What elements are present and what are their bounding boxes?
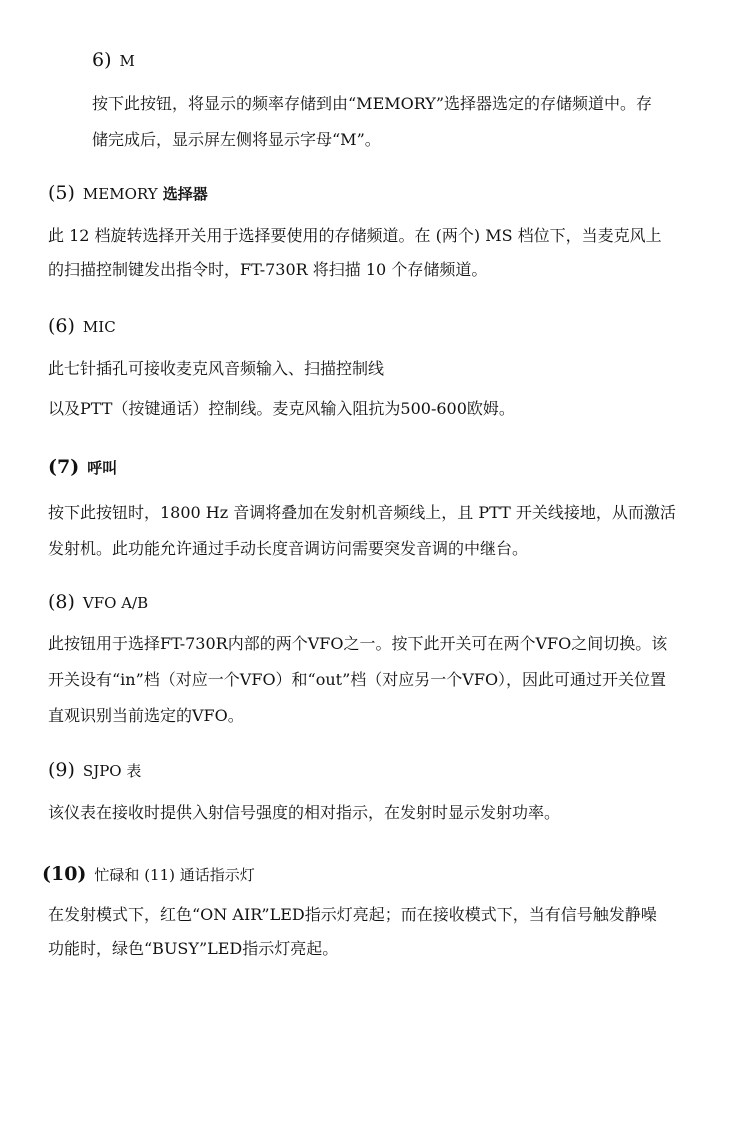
section-number: (6) bbox=[48, 315, 75, 337]
paragraph-line: 发射机。此功能允许通过手动长度音调访问需要突发音调的中继台。 bbox=[48, 539, 529, 558]
paragraph-line: 以及PTT（按键通话）控制线。麦克风输入阻抗为500-600欧姆。 bbox=[48, 399, 515, 418]
section-8-body bbox=[48, 626, 667, 734]
paragraph-line: 开关设有“in”档（对应一个VFO）和“out”档（对应另一个VFO），因此可通过开关位置 bbox=[48, 670, 667, 689]
paragraph-line: 此 12 档旋转选择开关用于选择要使用的存储频道。在 (两个) MS 档位下，当麦克风上 bbox=[48, 226, 662, 245]
paragraph-line: 此七针插孔可接收麦克风音频输入、扫描控制线 bbox=[48, 359, 385, 378]
section-number: (8) bbox=[48, 591, 75, 613]
section-5-body bbox=[48, 219, 662, 287]
section-number: 6) bbox=[92, 49, 112, 71]
section-7-heading bbox=[48, 456, 117, 479]
section-title: VFO A/B bbox=[82, 594, 149, 612]
paragraph-line: 储完成后，显示屏左侧将显示字母“M”。 bbox=[92, 130, 381, 149]
section-10-body bbox=[48, 898, 657, 966]
section-number: (9) bbox=[48, 759, 75, 781]
section-title: MIC bbox=[82, 318, 116, 336]
paragraph-line: 功能时，绿色“BUSY”LED指示灯亮起。 bbox=[48, 939, 339, 958]
section-title: M bbox=[119, 52, 135, 70]
section-6m-heading bbox=[92, 49, 135, 72]
section-number: (7) bbox=[48, 456, 80, 478]
section-6m-body bbox=[92, 86, 652, 158]
section-7-body bbox=[48, 495, 676, 567]
section-6-body bbox=[48, 349, 515, 429]
section-title-bold: 选择器 bbox=[162, 185, 208, 203]
paragraph-line: 按下此按钮，将显示的频率存储到由“MEMORY”选择器选定的存储频道中。存 bbox=[92, 94, 653, 113]
section-6-heading bbox=[48, 315, 116, 338]
section-title: 呼叫 bbox=[87, 459, 118, 477]
section-9-body bbox=[48, 797, 560, 829]
paragraph-line: 的扫描控制键发出指令时，FT-730R 将扫描 10 个存储频道。 bbox=[48, 260, 488, 279]
paragraph-line: 在发射模式下，红色“ON AIR”LED指示灯亮起；而在接收模式下，当有信号触发静噪 bbox=[48, 905, 657, 924]
section-title-prefix: MEMORY bbox=[82, 185, 158, 203]
section-number: (5) bbox=[48, 182, 75, 204]
section-5-heading bbox=[48, 182, 208, 205]
section-10-heading bbox=[42, 863, 255, 886]
section-number: (10) bbox=[42, 863, 87, 885]
section-title: 忙碌和 (11) 通话指示灯 bbox=[94, 866, 255, 884]
section-9-heading bbox=[48, 759, 141, 782]
paragraph-line: 按下此按钮时，1800 Hz 音调将叠加在发射机音频线上，且 PTT 开关线接地，从而激活 bbox=[48, 503, 676, 522]
section-title: SJPO 表 bbox=[82, 762, 142, 780]
paragraph-line: 此按钮用于选择FT-730R内部的两个VFO之一。按下此开关可在两个VFO之间切换。该 bbox=[48, 634, 668, 653]
section-8-heading bbox=[48, 591, 148, 614]
paragraph-line: 直观识别当前选定的VFO。 bbox=[48, 706, 244, 725]
paragraph-line: 该仪表在接收时提供入射信号强度的相对指示，在发射时显示发射功率。 bbox=[48, 803, 561, 822]
